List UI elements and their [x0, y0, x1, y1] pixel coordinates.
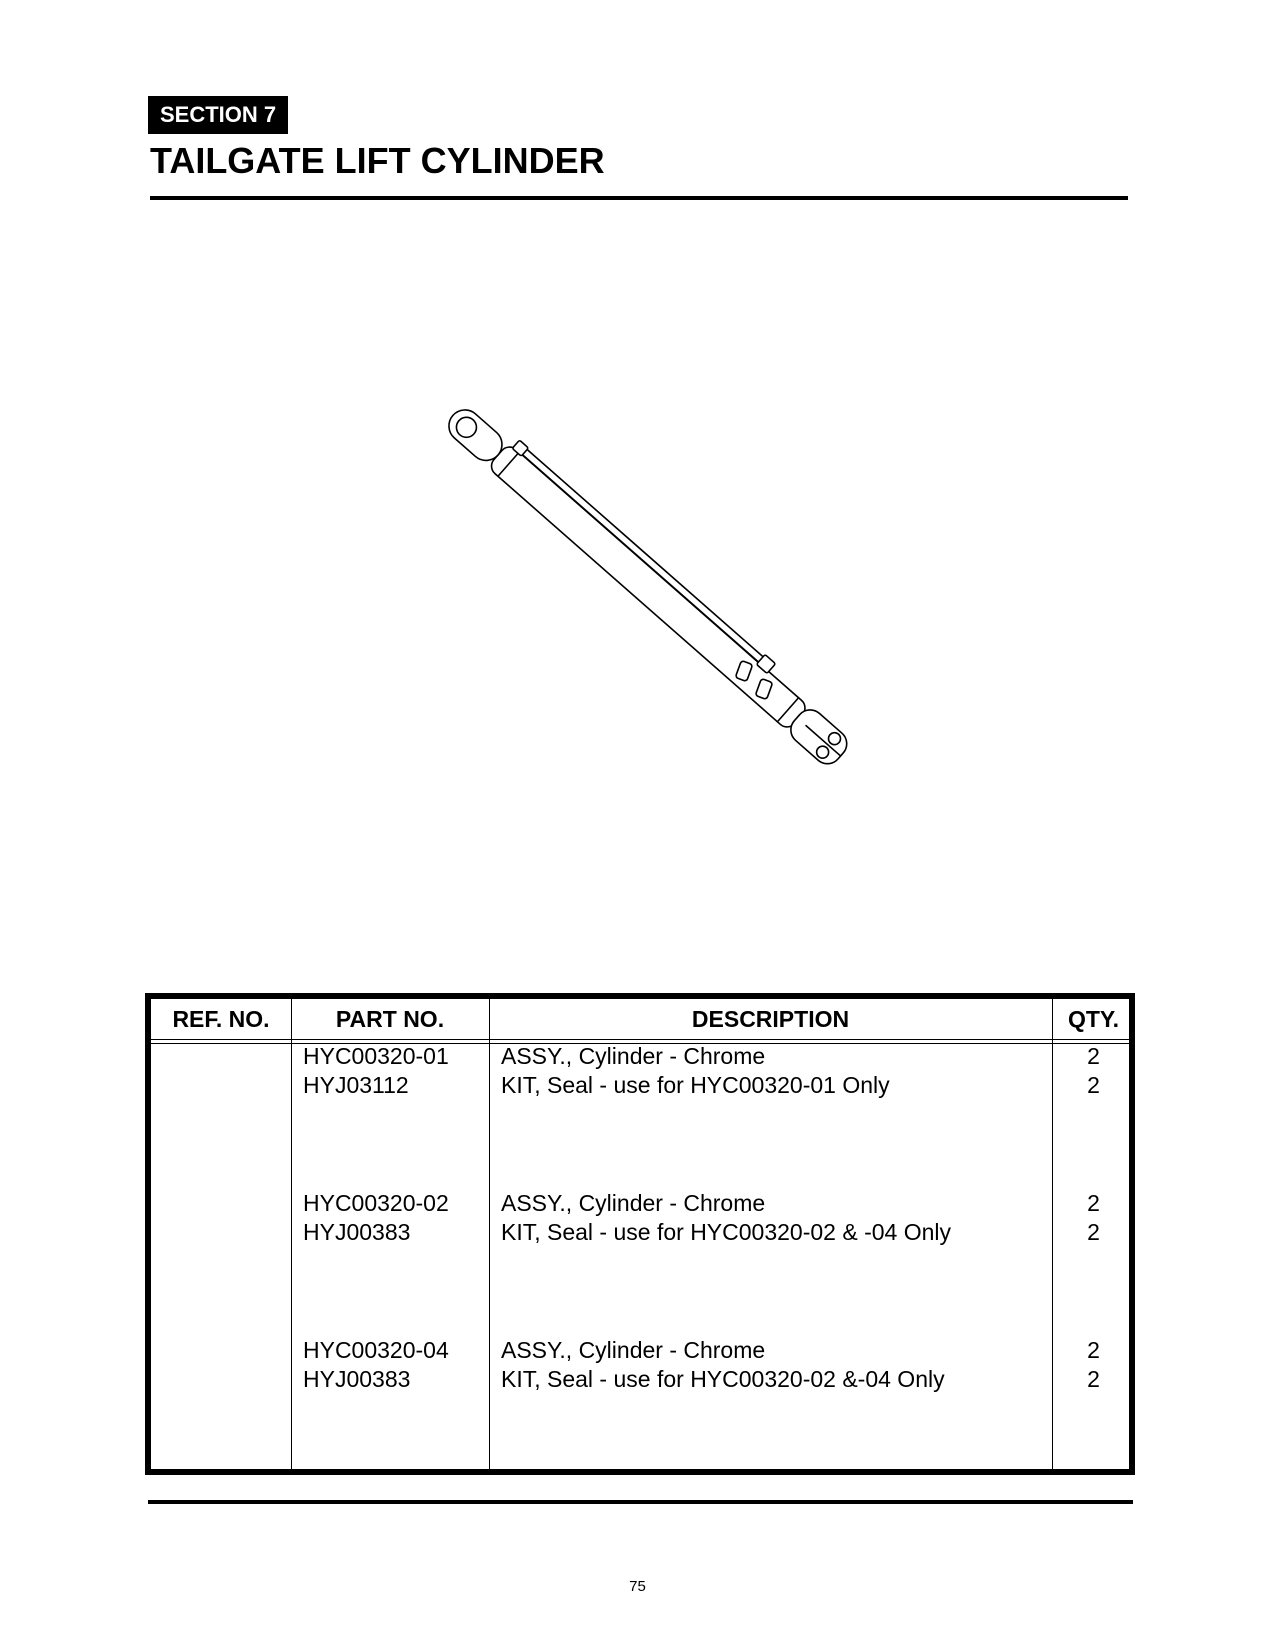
hydraulic-cylinder-icon: [440, 400, 860, 800]
col-header-ref-no: REF. NO.: [172, 1006, 270, 1032]
section-label: SECTION 7: [148, 96, 288, 134]
col-header-part-no: PART NO.: [335, 1006, 445, 1032]
title-divider: [150, 196, 1128, 200]
col-header-qty: QTY.: [1067, 1006, 1120, 1032]
header-divider: [151, 1039, 1129, 1040]
qty-cell: 2: [1087, 1366, 1100, 1392]
part-no-cell: HYC00320-04: [303, 1337, 449, 1363]
parts-table: [145, 993, 1135, 1475]
footer-divider: [148, 1500, 1133, 1504]
part-no-cell: HYJ00383: [303, 1366, 411, 1392]
qty-cell: 2: [1087, 1337, 1100, 1363]
part-no-cell: HYJ00383: [303, 1219, 411, 1245]
column-divider: [489, 999, 490, 1469]
col-header-description: DESCRIPTION: [691, 1006, 850, 1032]
qty-cell: 2: [1087, 1043, 1100, 1069]
part-no-cell: HYC00320-02: [303, 1190, 449, 1216]
description-cell: KIT, Seal - use for HYC00320-01 Only: [501, 1072, 890, 1098]
part-no-cell: HYJ03112: [303, 1072, 409, 1098]
qty-cell: 2: [1087, 1219, 1100, 1245]
description-cell: KIT, Seal - use for HYC00320-02 &-04 Only: [501, 1366, 945, 1392]
description-cell: ASSY., Cylinder - Chrome: [501, 1043, 766, 1069]
description-cell: ASSY., Cylinder - Chrome: [501, 1337, 766, 1363]
qty-cell: 2: [1087, 1072, 1100, 1098]
page-number: 75: [629, 1578, 646, 1595]
column-divider: [291, 999, 292, 1469]
page-title: TAILGATE LIFT CYLINDER: [150, 140, 605, 181]
description-cell: KIT, Seal - use for HYC00320-02 & -04 Only: [501, 1219, 951, 1245]
part-no-cell: HYC00320-01: [303, 1043, 449, 1069]
description-cell: ASSY., Cylinder - Chrome: [501, 1190, 766, 1216]
qty-cell: 2: [1087, 1190, 1100, 1216]
